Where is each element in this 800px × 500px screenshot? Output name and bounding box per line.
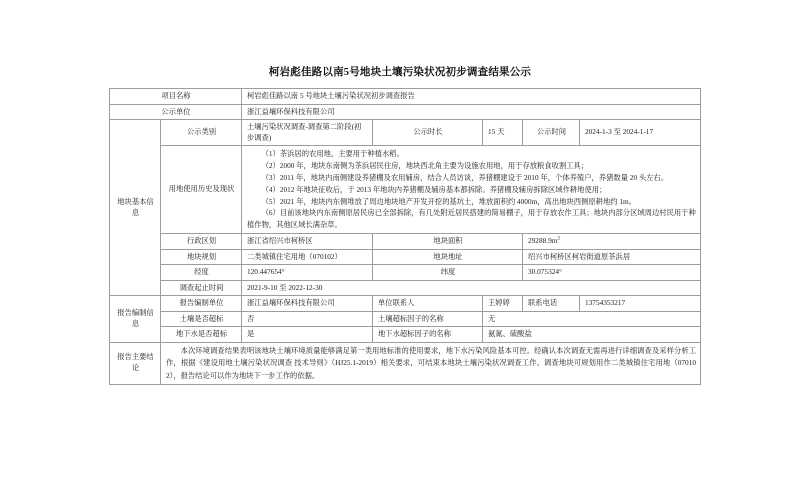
project-name-value: 柯岩彪佳路以南 5 号地块土壤污染状况初步调查报告 [242, 89, 701, 105]
table-row-survey-period [110, 280, 701, 296]
announce-type-value: 土壤污染状况调查-调查第二阶段(初步调查) [242, 120, 373, 146]
table-row-district [110, 234, 701, 250]
survey-period-value: 2021-9-10 至 2022-12-30 [242, 280, 701, 296]
water-exceed-label: 地下水是否超标 [161, 327, 242, 343]
latitude-label: 纬度 [373, 265, 523, 281]
area-number: 29288.9m [528, 236, 558, 245]
table-row-planning [110, 249, 701, 265]
section-label-report-info: 报告编制信息 [110, 296, 161, 343]
section-label-conclusion: 报告主要结论 [110, 343, 161, 385]
publisher-value: 浙江益壤环保科技有限公司 [242, 104, 701, 120]
soil-factor-value: 无 [483, 311, 701, 327]
water-exceed-value: 是 [242, 327, 373, 343]
history-item-5: （5）2021 年，地块内东侧堆放了周边地块地产开发开挖的基坑土，堆放面积约 4000m，高出地块西侧原耕地约 1m。 [261, 196, 636, 206]
announce-duration-value: 15 天 [483, 120, 523, 146]
table-row-announce-type [110, 120, 701, 146]
table-row-project-name [110, 89, 701, 105]
water-factor-label: 地下水超标因子的名称 [373, 327, 483, 343]
area-label: 地块面积 [373, 234, 523, 250]
history-item-2: （2）2000 年，地块东南侧为茶浜居民住房，地块西北角主要为设施农用地，用于存放粮食收割工具； [261, 161, 589, 171]
announce-type-label: 公示类别 [161, 120, 242, 146]
report-unit-value: 浙江益壤环保科技有限公司 [242, 296, 373, 312]
project-name-label: 项目名称 [110, 89, 242, 105]
announce-time-value: 2024-1-3 至 2024-1-17 [580, 120, 701, 146]
longitude-value: 120.447654° [242, 265, 373, 281]
table-row-conclusion [110, 343, 701, 385]
report-unit-label: 报告编制单位 [161, 296, 242, 312]
history-label: 用地使用历史及现状 [161, 146, 242, 234]
table-row-water-exceed [110, 327, 701, 343]
table-row-soil-exceed [110, 311, 701, 327]
announce-time-label: 公示时间 [523, 120, 580, 146]
history-content [242, 146, 701, 234]
announce-duration-label: 公示时长 [373, 120, 483, 146]
table-row-land-history [110, 146, 701, 234]
area-value [523, 234, 701, 250]
publisher-label: 公示单位 [110, 104, 242, 120]
water-factor-value: 氨氮、硫酸盐 [483, 327, 701, 343]
page-title: 柯岩彪佳路以南5号地块土壤污染状况初步调查结果公示 [268, 67, 532, 78]
table-row-longitude-latitude [110, 265, 701, 281]
district-label: 行政区划 [161, 234, 242, 250]
planning-label: 地块规划 [161, 249, 242, 265]
history-item-1: （1）茶浜居的农用地，主要用于种植水稻。 [261, 149, 404, 159]
table-row-publisher [110, 104, 701, 120]
contact-person-value: 王婷婷 [483, 296, 523, 312]
address-value: 绍兴市柯桥区柯岩街道原茶浜居 [523, 249, 701, 265]
history-item-6: （6）目前该地块内东南侧原居民房已全部拆除，有几处附近居民搭建的简易棚子，用于存放农作工具；地块内部分区域周边村民用于种植作物，其他区域长满杂草。 [247, 208, 696, 230]
soil-exceed-label: 土壤是否超标 [161, 311, 242, 327]
longitude-label: 经度 [161, 265, 242, 281]
conclusion-content [161, 343, 701, 385]
district-value: 浙江省绍兴市柯桥区 [242, 234, 373, 250]
history-item-3: （3）2011 年，地块内南侧建设养猪棚及农用辅房，结合人员访谈，养猪棚建设于 2010 年，个体养殖户，养猪数量 20 头左右。 [261, 172, 669, 182]
history-item-4: （4）2012 年地块征收后，于 2013 年地块内养猪棚及辅房基本都拆除。养猪棚及辅房拆除区域作耕地使用； [261, 184, 607, 194]
planning-value: 二类城镇住宅用地（070102） [242, 249, 373, 265]
disclosure-table [109, 88, 701, 385]
address-label: 地块地址 [373, 249, 523, 265]
conclusion-text: 本次环境调查结果表明该地块土壤环境质量能够满足第一类用地标准的使用要求，地下水污染风险基本可控。经确认本次调查无需再进行详细调查及采样分析工作，根据《建设用地土壤污染状况调查 技术导则》（HJ25.1-2019）相关要求，可结束本地块土壤污染状况调查工作。调查地块可规划用作二类城镇住宅用地（070102），报告结论可以作为地块下一步工作的依据。 [166, 346, 697, 380]
section-label-basic-info: 地块基本信息 [110, 120, 161, 296]
contact-phone-value: 13754353217 [580, 296, 701, 312]
survey-period-label: 调查起止时间 [161, 280, 242, 296]
latitude-value: 30.075324° [523, 265, 701, 281]
contact-phone-label: 联系电话 [523, 296, 580, 312]
table-row-report-unit [110, 296, 701, 312]
area-unit-exponent: 2 [557, 235, 561, 242]
contact-person-label: 单位联系人 [373, 296, 483, 312]
soil-factor-label: 土壤超标因子的名称 [373, 311, 483, 327]
soil-exceed-value: 否 [242, 311, 373, 327]
